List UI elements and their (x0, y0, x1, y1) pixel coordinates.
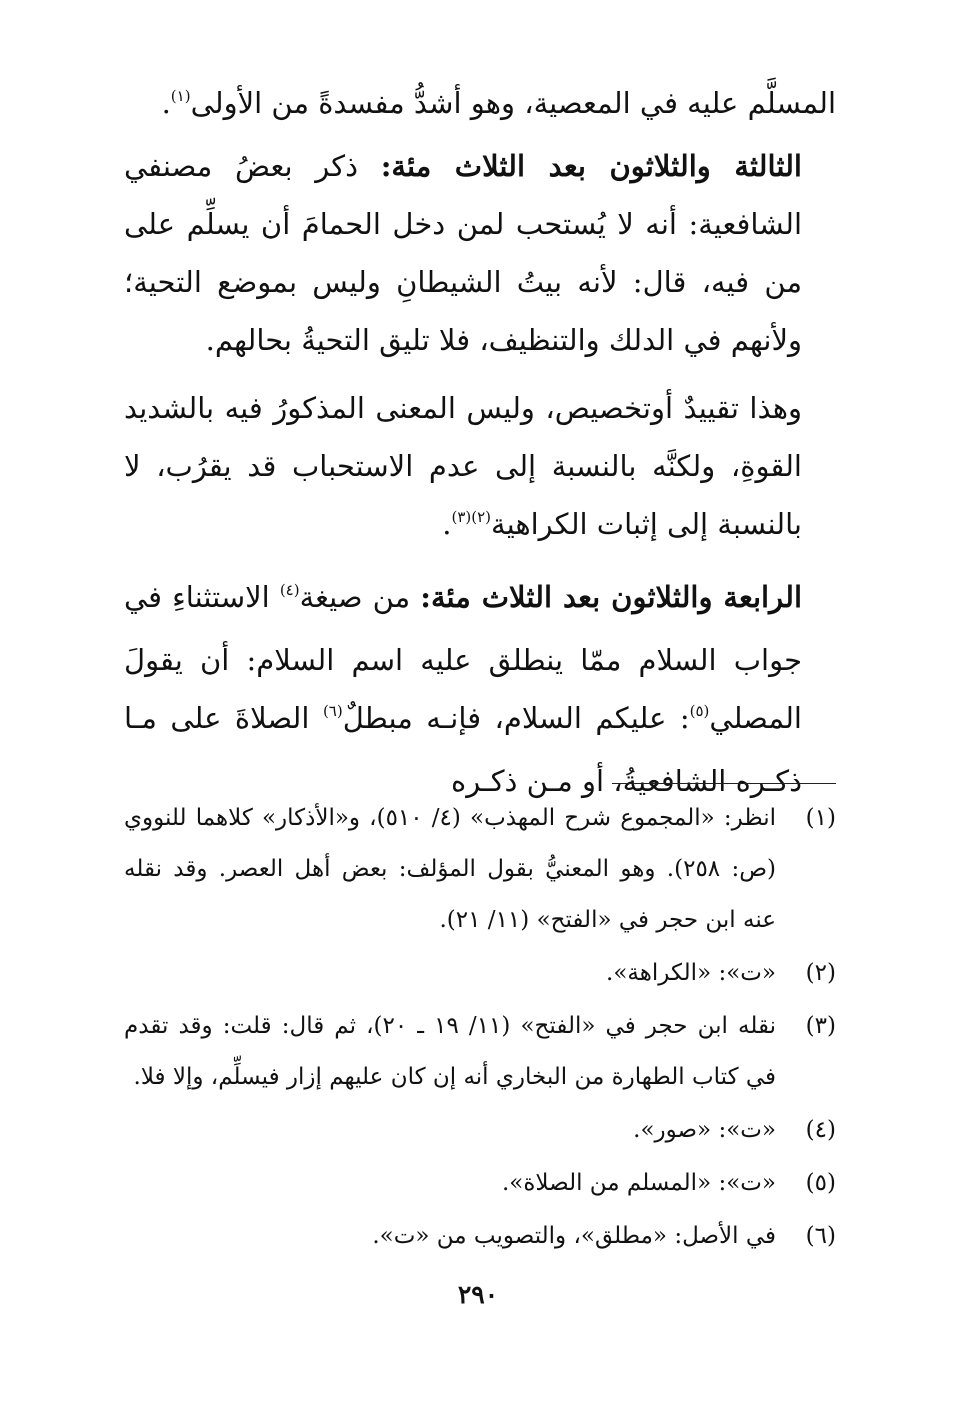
footnote-text: نقله ابن حجر في «الفتح» (١١/ ١٩ ـ ٢٠)، ثم قال: قلت: وقد تقدم في كتاب الطهارة من البخاري أنه إن كان عليهم إزار فيسلِّم، وإلا فلا. (124, 1013, 776, 1090)
footnote (124, 1158, 836, 1209)
paragraph-1-text: المسلَّم عليه في المعصية، وهو أشدُّ مفسدةً من الأولى (190, 86, 836, 120)
paragraph-3-end: . (442, 507, 452, 541)
paragraph-1 (124, 74, 836, 137)
paragraph-4-text-d: الصلاةَ على مـا ذكـره الشافعيةُ، أو مـن ذكـره (124, 701, 802, 798)
footnote-text: انظر: «المجموع شرح المهذب» (٤/ ٥١٠)، و«الأذكار» كلاهما للنووي (ص: ٢٥٨). وهو المعنيُّ بقول المؤلف: بعض أهل العصر. وقد نقله عنه ابن حجر في «الفتح» (١١/ ٢١). (124, 805, 776, 933)
paragraph-1-end: . (161, 86, 171, 120)
footnote (124, 1211, 836, 1262)
footnote-text: «ت»: «الكراهة». (606, 960, 776, 986)
paragraph-4-text-a: من صيغة (299, 580, 421, 614)
footnote-text: «ت»: «المسلم من الصلاة». (501, 1170, 776, 1196)
footnote-ref-1[interactable]: (١) (170, 87, 191, 105)
footnote-ref-6[interactable]: (٦) (322, 702, 343, 720)
footnote-text: «ت»: «صور». (633, 1117, 776, 1143)
paragraph-3 (124, 379, 836, 558)
issue-heading-334: الرابعة والثلاثون بعد الثلاث مئة: (420, 580, 802, 614)
paragraph-4-text-c: : عليكم السلام، فإنـه مبطلٌ (342, 701, 690, 735)
footnote-ref-2-3[interactable]: (٢)(٣) (451, 508, 492, 526)
main-text (124, 74, 836, 810)
page-number: ٢٩٠ (457, 1280, 499, 1309)
paragraph-4 (124, 568, 836, 810)
footnote (124, 793, 836, 946)
paragraph-4-text-b: الاستثناءِ في جواب السلام ممّا ينطلق عليه اسم السلام: أن يقولَ المصلي (124, 580, 802, 735)
footnote-ref-4[interactable]: (٤) (279, 581, 300, 599)
footnote (124, 1105, 836, 1156)
footnotes (124, 793, 836, 1264)
paragraph-2-text: ذكر بعضُ مصنفي الشافعية: أنه لا يُستحب لمن دخل الحمامَ أن يسلِّم على من فيه، قال: لأنه بيتُ الشيطانِ وليس بموضع التحية؛ ولأنهم في الدلك والتنظيف، فلا تليق التحيةُ بحالهم. (124, 149, 802, 357)
footnote-number: (١) (805, 805, 836, 831)
footnote-separator (612, 783, 836, 784)
footnote-number: (٦) (805, 1223, 836, 1249)
footnote-ref-5[interactable]: (٥) (689, 702, 710, 720)
footnote (124, 1001, 836, 1103)
footnote-number: (٢) (805, 960, 836, 986)
footnote-number: (٥) (805, 1170, 836, 1196)
footnote (124, 948, 836, 999)
footnote-number: (٣) (805, 1013, 836, 1039)
paragraph-3-text: وهذا تقييدٌ أوتخصيص، وليس المعنى المذكورُ فيه بالشديد القوةِ، ولكنَّه بالنسبة إلى عدم الاستحباب قد يقرُب، لا بالنسبة إلى إثبات الكراهية (124, 391, 802, 541)
footnote-text: في الأصل: «مطلق»، والتصويب من «ت». (372, 1223, 776, 1249)
paragraph-2 (124, 137, 836, 369)
footnote-number: (٤) (805, 1117, 836, 1143)
issue-heading-333: الثالثة والثلاثون بعد الثلاث مئة: (380, 149, 802, 183)
